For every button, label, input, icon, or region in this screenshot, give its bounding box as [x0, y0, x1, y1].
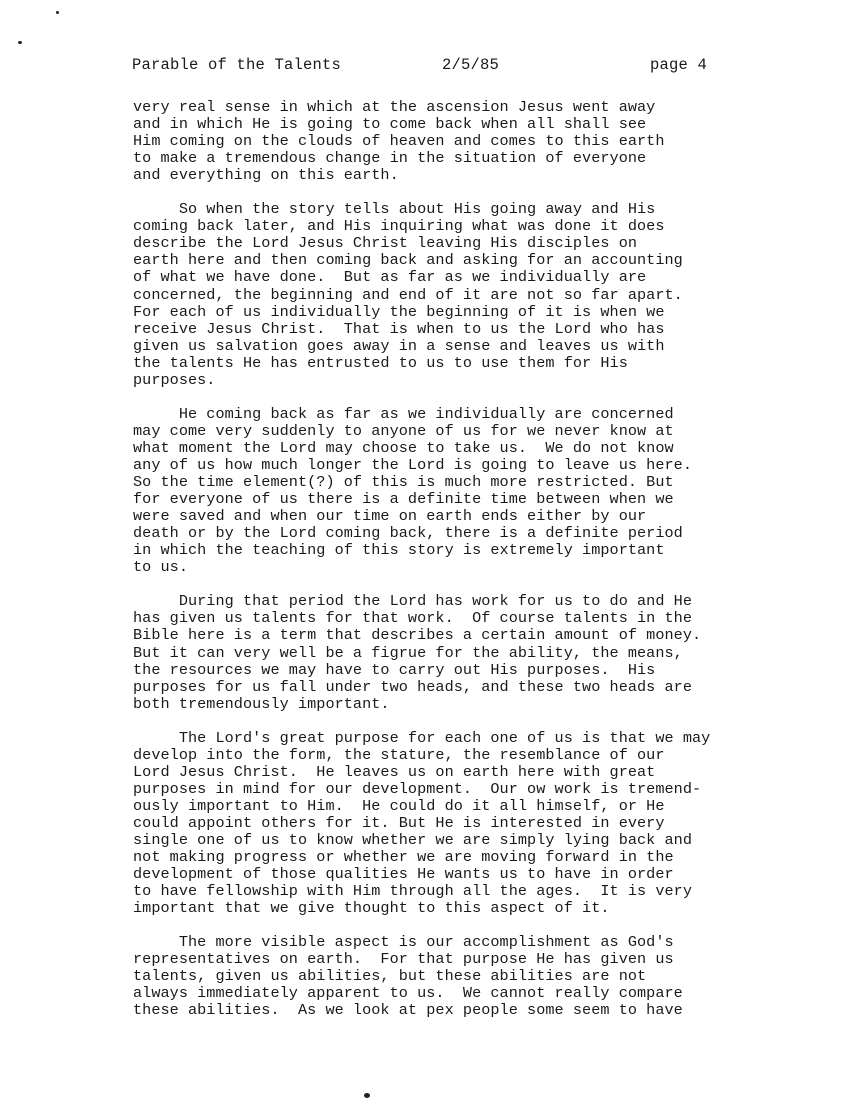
- text-line: of what we have done. But as far as we individually are: [133, 268, 647, 287]
- paragraph: [133, 406, 793, 576]
- paragraph: [133, 593, 793, 712]
- text-line: were saved and when our time on earth ends either by our: [133, 507, 647, 526]
- document-body: [133, 99, 793, 1037]
- text-line: to make a tremendous change in the situation of everyone: [133, 149, 647, 168]
- text-line: The more visible aspect is our accomplishment as God's: [133, 933, 674, 952]
- text-line: very real sense in which at the ascension Jesus went away: [133, 98, 656, 116]
- document-date: 2/5/85: [442, 56, 500, 74]
- text-line: the talents He has entrusted to us to use them for His: [133, 353, 628, 372]
- text-line: for everyone of us there is a definite time between when we: [133, 490, 674, 509]
- page-number: page 4: [650, 56, 708, 74]
- text-line: Bible here is a term that describes a certain amount of money.: [133, 626, 702, 645]
- text-line: single one of us to know whether we are simply lying back and: [133, 831, 693, 850]
- text-line: purposes for us fall under two heads, and these two heads are: [133, 677, 693, 696]
- text-line: may come very suddenly to anyone of us for we never know at: [133, 421, 674, 440]
- text-line: For each of us individually the beginning of it is when we: [133, 302, 665, 321]
- text-line: representatives on earth. For that purpose He has given us: [133, 950, 674, 969]
- text-line: important that we give thought to this aspect of it.: [133, 899, 610, 918]
- text-line: and everything on this earth.: [133, 166, 399, 185]
- text-line: to have fellowship with Him through all the ages. It is very: [133, 882, 693, 901]
- text-line: always immediately apparent to us. We cannot really compare: [133, 984, 683, 1003]
- text-line: purposes in mind for our development. Our ow work is tremend-: [133, 779, 702, 798]
- text-line: what moment the Lord may choose to take us. We do not know: [133, 438, 674, 457]
- text-line: not making progress or whether we are moving forward in the: [133, 848, 674, 867]
- paragraph: [133, 201, 793, 389]
- text-line: During that period the Lord has work for us to do and He: [133, 592, 693, 611]
- text-line: So the time element(?) of this is much more restricted. But: [133, 473, 674, 492]
- text-line: to us.: [133, 558, 188, 577]
- text-line: But it can very well be a figrue for the ability, the means,: [133, 643, 683, 662]
- text-line: has given us talents for that work. Of course talents in the: [133, 609, 693, 628]
- text-line: the resources we may have to carry out His purposes. His: [133, 660, 656, 679]
- text-line: and in which He is going to come back when all shall see: [133, 115, 647, 134]
- page-header: [132, 56, 732, 76]
- text-line: talents, given us abilities, but these abilities are not: [133, 967, 647, 986]
- text-line: coming back later, and His inquiring what was done it does: [133, 217, 665, 236]
- stray-mark-dot: [56, 11, 59, 14]
- text-line: He coming back as far as we individually are concerned: [133, 404, 674, 423]
- text-line: concerned, the beginning and end of it are not so far apart.: [133, 285, 683, 304]
- text-line: describe the Lord Jesus Christ leaving His disciples on: [133, 234, 638, 253]
- paragraph: [133, 934, 793, 1019]
- text-line: these abilities. As we look at pex people some seem to have: [133, 1001, 683, 1020]
- text-line: develop into the form, the stature, the resemblance of our: [133, 745, 665, 764]
- text-line: receive Jesus Christ. That is when to us the Lord who has: [133, 319, 665, 338]
- paragraph: [133, 99, 793, 184]
- text-line: given us salvation goes away in a sense and leaves us with: [133, 336, 665, 355]
- text-line: Lord Jesus Christ. He leaves us on earth here with great: [133, 762, 656, 781]
- stray-mark-dot: [18, 41, 22, 44]
- text-line: So when the story tells about His going away and His: [133, 200, 656, 219]
- text-line: both tremendously important.: [133, 694, 390, 713]
- text-line: purposes.: [133, 370, 216, 389]
- document-title: Parable of the Talents: [132, 56, 342, 74]
- stray-mark-dot: [364, 1093, 370, 1098]
- text-line: ously important to Him. He could do it all himself, or He: [133, 796, 665, 815]
- text-line: earth here and then coming back and asking for an accounting: [133, 251, 683, 270]
- text-line: could appoint others for it. But He is interested in every: [133, 813, 665, 832]
- text-line: any of us how much longer the Lord is going to leave us here.: [133, 455, 693, 474]
- text-line: Him coming on the clouds of heaven and comes to this earth: [133, 132, 665, 151]
- text-line: death or by the Lord coming back, there is a definite period: [133, 524, 683, 543]
- text-line: in which the teaching of this story is extremely important: [133, 541, 665, 560]
- paragraph: [133, 730, 793, 918]
- text-line: The Lord's great purpose for each one of us is that we may: [133, 728, 711, 747]
- text-line: development of those qualities He wants us to have in order: [133, 865, 674, 884]
